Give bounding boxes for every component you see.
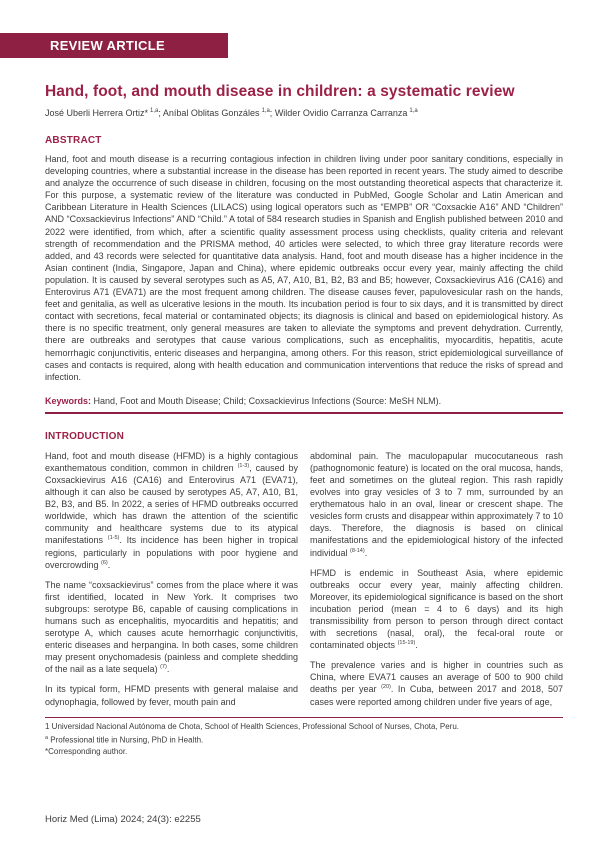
intro-paragraph: Hand, foot and mouth disease (HFMD) is a highly contagious exanthematous condition, common in children $^{(1-3)}$, caused by Coxsackievirus A16 (CA16) and Enterovirus A71 (EVA71), although it can also be caused by serotypes A5, A7, A10, B1, B2, B3, and B5. In 2022, a series of HFMD outbreaks occurred worldwide, which has drawn the attention of the scientific community and healthcare systems due to its atypical manifestations $^{(1-5)}$. Its incidence has been higher in tropical regions, particularly in populations with poor hygiene and overcrowding $^{(6)}$.: [45, 450, 298, 570]
keywords-label: Keywords:: [45, 395, 92, 406]
abstract-body: Hand, foot and mouth disease is a recurring contagious infection in children living under poor sanitary conditions, especially in developing countries, where a substantial increase in the disease has been reported in recent years. The study aimed to describe and analyze the occurrence of such disease in children, focusing on the most outstanding theoretical aspects that characterize it. For this purpose, a systematic review of the literature was conducted in PubMed, Google Scholar and Latin American and Caribbean Literature in Health Sciences (LILACS) using logical operators such as “EMPB” OR “Coxsackie A16” AND “Children” AND “Coxsackievirus Infections” AND “Child.” A total of 584 research studies in Spanish and English published between 2010 and 2022 were identified, from which, after a scientific quality assessment process using checklists, quality criteria and relevant strength of recommendation and the PRISMA method, 40 articles were selected, to which three gray literature records were added, and 43 records were selected for quantitative data analysis. Hand, foot and mouth disease has a higher incidence in the Asian continent (India, Singapore, Japan and China), where epidemic outbreaks occur every year, mainly affecting the child population. It is caused by several serotypes such as A5, A7, A10, B1, B2, B3 and B5; however, Coxsackievirus A16 (CA16) and Enterovirus A71 (EVA71) are the most frequent among children. The disease causes fever, papulovesicular rash on the hands, feet and genitalia, as well as ulcerative lesions in the mouth. Its incubation period is four to six days, and it is transmitted by direct contact with secretions, fecal material or contaminated objects; its diagnosis is clinical and based on epidemiological history. As there is no specific treatment, only general measures are taken to alleviate the symptoms and prevent dehydration. Currently, there are outbreaks and serotypes that cause various complications, such as encephalitis, myocarditis, hepatitis, acute hemorrhagic conjunctivitis, enteric diseases and herpangina, among others. For this reason, strict epidemiological surveillance of cases and contacts is required, along with health education and communication interventions that reduce the risks of spread and infection.: [45, 154, 563, 382]
journal-citation: Horiz Med (Lima) 2024; 24(3): e2255: [45, 814, 201, 825]
author-separator: ;: [269, 108, 275, 118]
author-name: Aníbal Oblitas Gonzáles: [162, 108, 260, 118]
article-content: [0, 83, 605, 758]
intro-paragraph: In its typical form, HFMD presents with general malaise and odynophagia, followed by fever, mouth pain and: [45, 684, 298, 707]
keywords-text: Hand, Foot and Mouth Disease; Child; Coxsackievirus Infections (Source: MeSH NLM).: [91, 395, 442, 406]
keywords-line: [45, 395, 563, 407]
article-page: [0, 33, 605, 853]
footnote-professional-title: $^a$ Professional title in Nursing, PhD in Health.: [45, 735, 204, 745]
footnote-section: [45, 717, 563, 758]
author-name: José Uberli Herrera Ortiz*: [45, 108, 149, 118]
abstract-heading: ABSTRACT: [45, 135, 102, 146]
author-affiliation-marker: 1,a: [261, 108, 270, 114]
article-title: Hand, foot, and mouth disease in children: a systematic review: [45, 83, 515, 100]
intro-paragraph: abdominal pain. The maculopapular mucocutaneous rash (pathognomonic feature) is located on the oral mucosa, hands, feet and sometimes on the gluteal region. This rash rapidly evolves into gray vesicles of 3 to 7 mm, surrounded by an erythematous halo in an oval, linear or crescent shape. The vesicles form crusts and disappear within approximately 7 to 10 days. Therefore, the diagnosis is based on clinical manifestations and the epidemiological history of the infected individual $^{(8-14)}$.: [310, 450, 563, 558]
footnote-affiliation: 1 Universidad Nacional Autónoma de Chota, School of Health Sciences, Professional School of Nurses, Chota, Peru.: [45, 721, 460, 731]
author-name: Wilder Ovidio Carranza Carranza: [274, 108, 408, 118]
intro-paragraph: The name “coxsackievirus” comes from the place where it was first identified, located in New York. It comprises two subgroups: serotype B6, capable of causing complications in humans such as encephalitis, myocarditis and hepatitis; and serotype A, which causes acute hemorrhagic conjunctivitis, enteric diseases and herpangina. In both cases, some children may present onychomadesis (painless and complete shedding of the nail as a late sequela) $^{(7)}$.: [45, 579, 298, 675]
introduction-heading: INTRODUCTION: [45, 430, 125, 442]
footnote-marker: a: [45, 735, 49, 742]
intro-left-column: [45, 450, 298, 708]
authors-line: [45, 108, 563, 118]
author-affiliation-marker: 1,a: [409, 108, 418, 114]
keywords-divider-rule: [45, 412, 563, 414]
intro-paragraph: HFMD is endemic in Southeast Asia, where epidemic outbreaks occur every year, mainly affecting children. Moreover, its epidemiological significance is based on the short incubation period (mean = 4 to 6 days) and its high transmissibility from person to person through direct contact with secretions (nasal, oral), the fecal-oral route or contaminated objects $^{(15-19)}$.: [310, 567, 563, 651]
footnote-corresponding-author: *Corresponding author.: [45, 747, 128, 757]
author-separator: ;: [158, 108, 163, 118]
intro-paragraph: The prevalence varies and is higher in countries such as China, where EVA71 causes an average of 500 to 900 child deaths per year $^{(20)}$. In Cuba, between 2017 and 2018, 507 cases were reported among children under five years of age,: [310, 660, 563, 707]
introduction-columns: [45, 450, 563, 708]
intro-right-column: [310, 450, 563, 708]
banner-label: REVIEW ARTICLE: [50, 38, 165, 53]
footnote-divider-rule: [45, 717, 563, 718]
footnotes: [45, 722, 563, 758]
review-article-banner: [0, 33, 228, 58]
author-affiliation-marker: 1,a: [150, 108, 159, 114]
